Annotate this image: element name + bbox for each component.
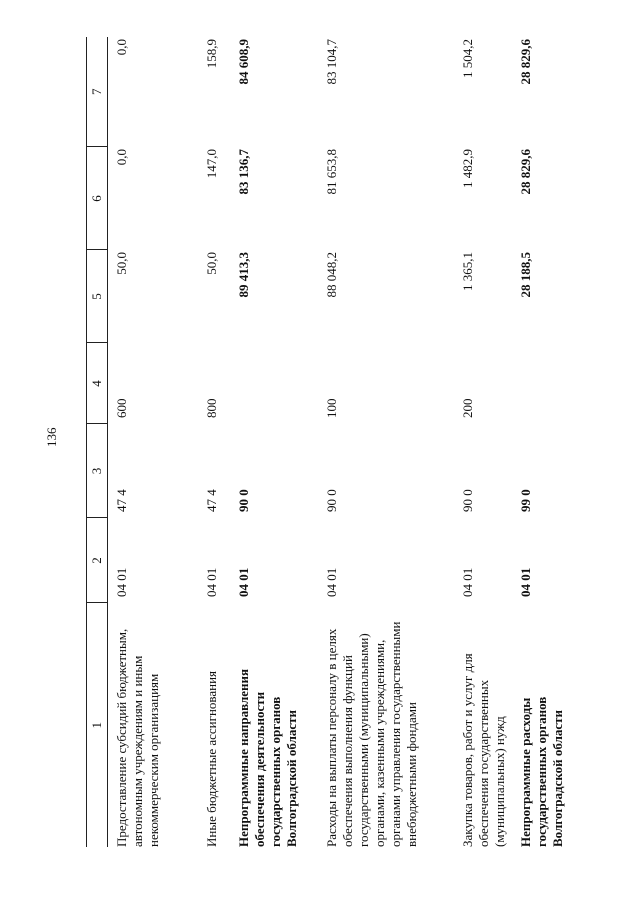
row-value-6: 83 136,7 <box>236 149 251 195</box>
header-col-1: 1 <box>87 603 108 847</box>
table-row <box>230 37 318 847</box>
row-value-6: 28 829,6 <box>518 149 533 195</box>
row-value-7: 84 608,9 <box>236 39 251 85</box>
header-col-7: 7 <box>87 37 108 147</box>
row-value-6: 147,0 <box>204 149 219 179</box>
row-type: 100 <box>324 398 339 418</box>
row-value-6: 1 482,9 <box>460 149 475 188</box>
header-col-3: 3 <box>87 424 108 518</box>
header-col-6: 6 <box>87 147 108 250</box>
row-value-5: 50,0 <box>204 252 219 275</box>
header-col-5: 5 <box>87 250 108 343</box>
table-row <box>454 37 512 847</box>
budget-table <box>86 37 570 847</box>
row-value-7: 158,9 <box>204 39 219 69</box>
row-value-7: 1 504,2 <box>460 39 475 78</box>
row-name: Иные бюджетные ассигнования <box>204 670 219 847</box>
row-target: 99 0 <box>518 489 533 512</box>
row-type: 600 <box>114 398 129 418</box>
row-section: 04 01 <box>324 567 339 597</box>
row-value-6: 0,0 <box>114 149 129 166</box>
row-name: Предоставление субсидий бюджетным, автономным учреждениям и иным некоммерческим организациям <box>114 628 161 847</box>
table-row <box>108 37 199 847</box>
row-section: 04 01 <box>236 567 251 597</box>
header-row <box>87 37 108 847</box>
row-value-6: 81 653,8 <box>324 149 339 195</box>
row-name: Непрограммные расходы государственных органов Волгоградской области <box>518 696 565 847</box>
row-value-7: 28 829,6 <box>518 39 533 85</box>
row-value-5: 28 188,5 <box>518 252 533 298</box>
row-value-7: 0,0 <box>114 39 129 56</box>
table-row <box>198 37 230 847</box>
row-name: Непрограммные направления обеспечения деятельности государственных органов Волгоградской области <box>236 668 299 847</box>
row-section: 04 01 <box>114 567 129 597</box>
row-name: Закупка товаров, работ и услуг для обеспечения государственных (муниципальных) нужд <box>460 653 507 847</box>
table-row <box>512 37 570 847</box>
row-type <box>230 343 318 424</box>
row-target: 90 0 <box>324 489 339 512</box>
row-type: 800 <box>204 398 219 418</box>
row-target: 47 4 <box>114 489 129 512</box>
row-section: 04 01 <box>518 567 533 597</box>
row-target: 90 0 <box>460 489 475 512</box>
row-target: 90 0 <box>236 489 251 512</box>
row-value-5: 89 413,3 <box>236 252 251 298</box>
row-value-5: 88 048,2 <box>324 252 339 298</box>
header-col-2: 2 <box>87 518 108 603</box>
page-number: 136 <box>44 427 59 447</box>
row-section: 04 01 <box>460 567 475 597</box>
row-value-5: 50,0 <box>114 252 129 275</box>
table-row <box>318 37 454 847</box>
row-value-7: 83 104,7 <box>324 39 339 85</box>
row-name: Расходы на выплаты персоналу в целях обеспечения выполнения функций государственными (муниципальными) органами, казенными учреждениями, органами управления государственными внебюджетными фондами <box>324 621 419 847</box>
row-type <box>512 343 570 424</box>
row-value-5: 1 365,1 <box>460 252 475 291</box>
row-section: 04 01 <box>204 567 219 597</box>
row-target: 47 4 <box>204 489 219 512</box>
row-type: 200 <box>460 398 475 418</box>
header-col-4: 4 <box>87 343 108 424</box>
